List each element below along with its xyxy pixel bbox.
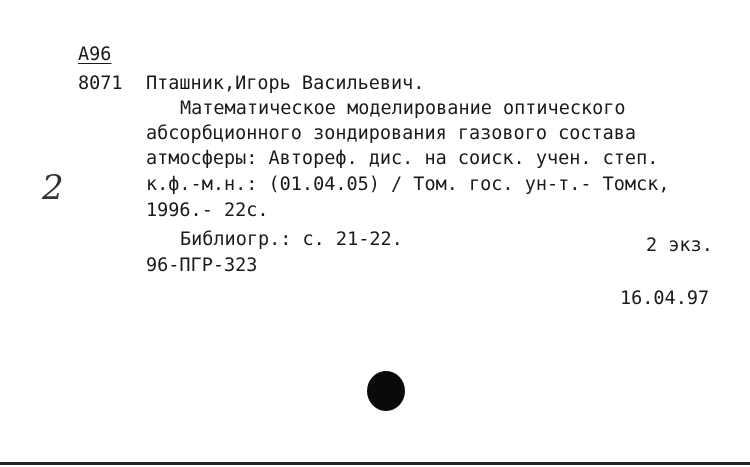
title-line-4: к.ф.-м.н.: (01.04.05) / Том. гос. ун-т.- Томск, bbox=[146, 174, 670, 195]
accession-number: 8071 bbox=[78, 73, 123, 94]
card-bottom-edge bbox=[0, 462, 750, 465]
title-line-2: абсорбционного зондирования газового состава bbox=[146, 123, 637, 144]
bibliography-note: Библиогр.: с. 21-22. bbox=[180, 229, 403, 250]
title-line-5: 1996.- 22с. bbox=[146, 200, 269, 221]
date-stamp: 16.04.97 bbox=[620, 288, 710, 309]
call-number: А96 bbox=[78, 44, 112, 65]
punch-hole bbox=[367, 371, 405, 411]
handwritten-mark: 2 bbox=[42, 168, 64, 208]
copies-count: 2 экз. bbox=[646, 235, 713, 256]
title-line-1: Математическое моделирование оптического bbox=[180, 98, 626, 119]
card-code: 96-ПГР-323 bbox=[146, 255, 258, 276]
title-line-3: атмосферы: Автореф. дис. на соиск. учен. степ. bbox=[146, 148, 659, 169]
author-name: Пташник,Игорь Васильевич. bbox=[146, 73, 425, 94]
